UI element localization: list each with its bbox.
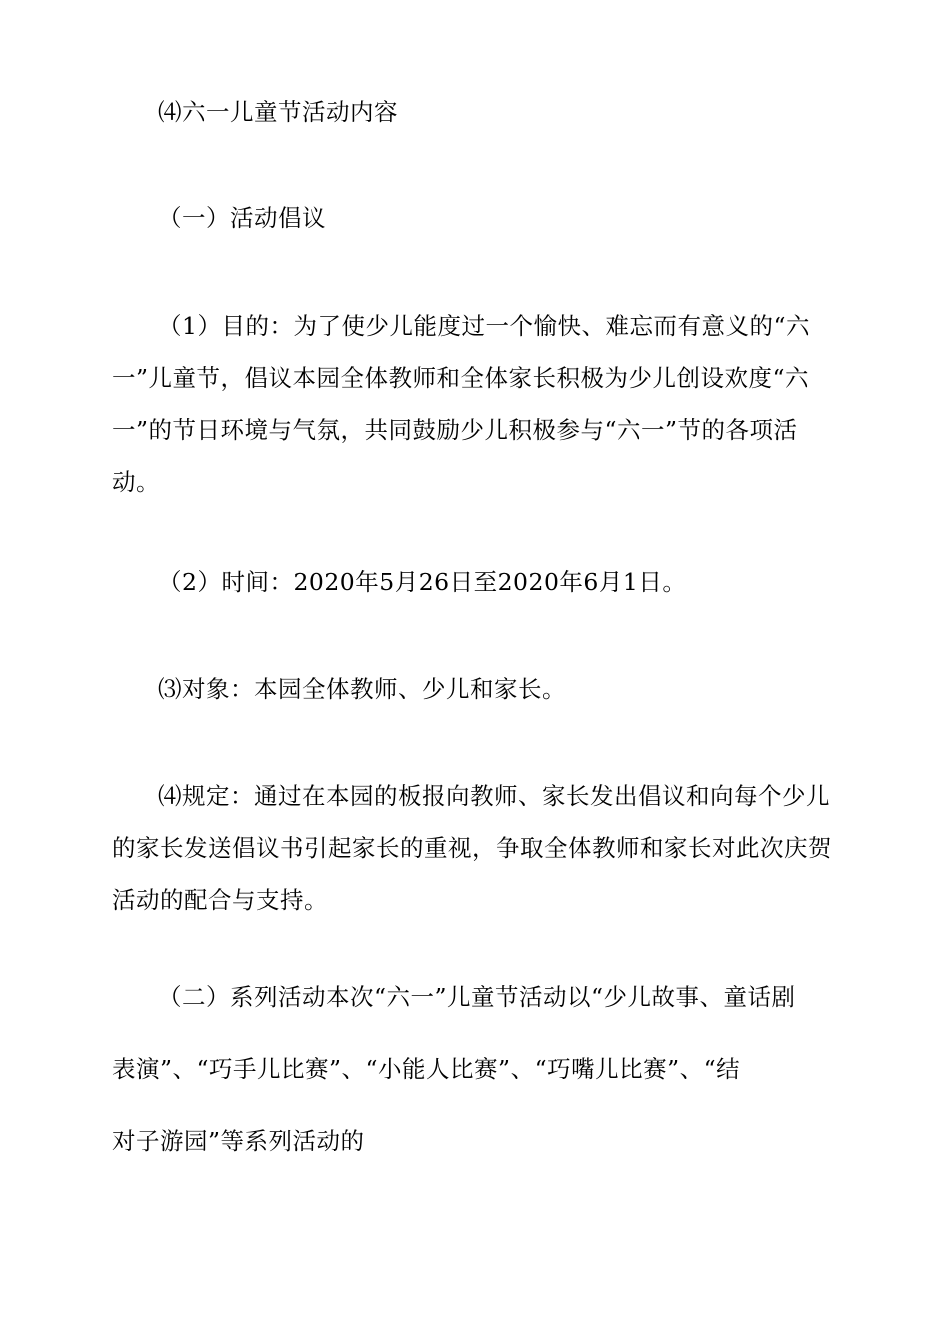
paragraph-line: ⑷规定：通过在本园的板报向教师、家长发出倡议和向每个少儿 — [158, 782, 830, 810]
section-two — [112, 961, 842, 1177]
paragraph-purpose — [112, 300, 842, 508]
paragraph-line: （二）系列活动本次“六一”儿童节活动以“少儿故事、童话剧 — [158, 983, 796, 1011]
paragraph-line: 活动的配合与支持。 — [112, 886, 328, 914]
paragraph-line: 动。 — [112, 468, 160, 496]
section-one-title — [112, 192, 842, 244]
paragraph-rules — [112, 770, 842, 926]
paragraph-line: （2）时间：2020年5月26日至2020年6月1日。 — [158, 568, 687, 596]
section-one-title-text: （一）活动倡议 — [158, 204, 326, 232]
paragraph-line: 的家长发送倡议书引起家长的重视，争取全体教师和家长对此次庆贺 — [112, 834, 832, 862]
paragraph-line: 一”的节日环境与气氛，共同鼓励少儿积极参与“六一”节的各项活 — [112, 416, 798, 444]
paragraph-line: 一”儿童节，倡议本园全体教师和全体家长积极为少儿创设欢度“六 — [112, 364, 810, 392]
heading-text: ⑷六一儿童节活动内容 — [158, 98, 398, 126]
paragraph-audience — [112, 663, 842, 715]
paragraph-line: （1）目的：为了使少儿能度过一个愉快、难忘而有意义的“六 — [158, 312, 810, 340]
paragraph-line: 表演”、“巧手儿比赛”、“小能人比赛”、“巧嘴儿比赛”、“结 — [112, 1055, 741, 1083]
paragraph-line: ⑶对象：本园全体教师、少儿和家长。 — [158, 675, 566, 703]
paragraph-line: 对子游园”等系列活动的 — [112, 1127, 365, 1155]
paragraph-time — [112, 556, 842, 608]
document-heading — [112, 86, 842, 138]
